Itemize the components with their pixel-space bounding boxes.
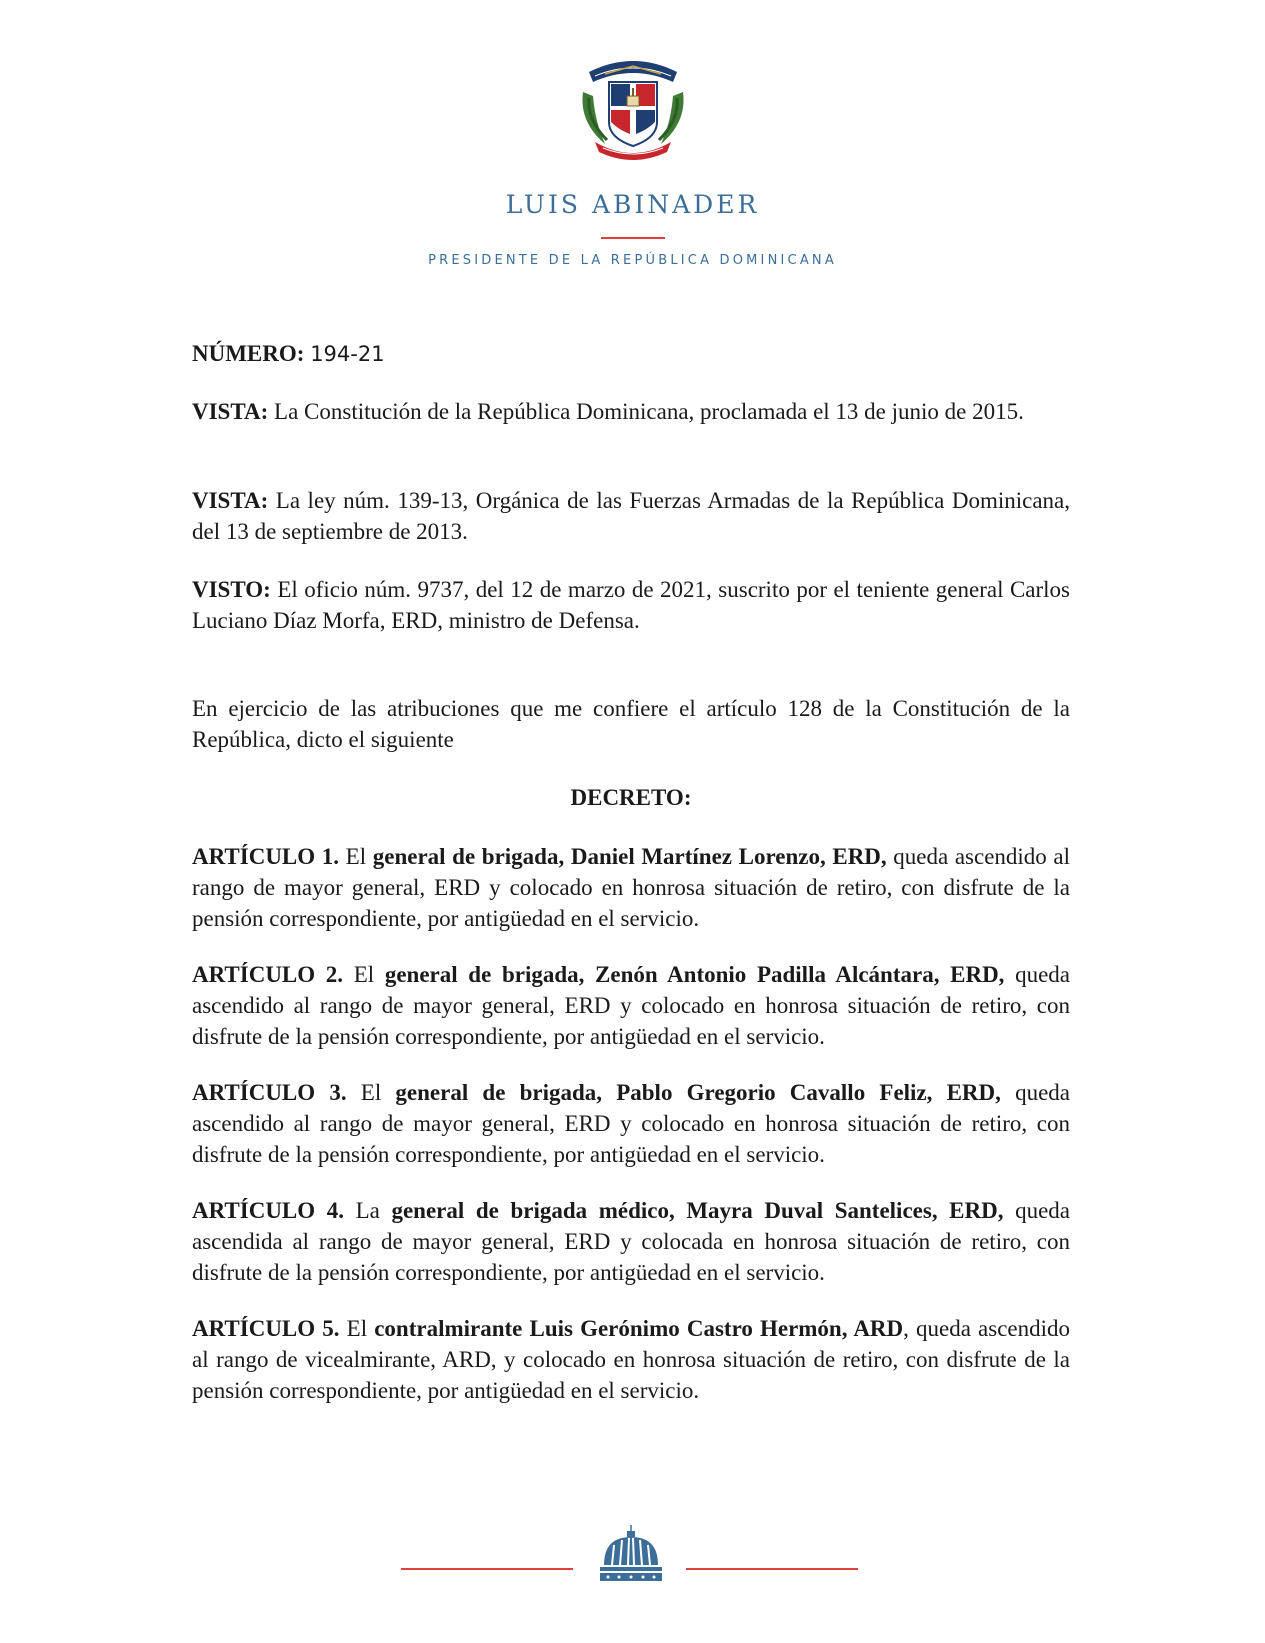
name-divider	[601, 237, 665, 239]
vista-label: VISTA:	[192, 399, 269, 424]
vista-label: VISTA:	[192, 488, 269, 513]
article-5	[192, 1313, 1070, 1406]
article-text: queda ascendido al rango de mayor general, ERD y colocado en honrosa situación de retiro, con disfrute de la pensión correspondiente, por antigüedad en el servicio.	[192, 844, 1071, 931]
article-4	[192, 1195, 1070, 1288]
palace-dome-icon	[598, 1525, 664, 1583]
article-label: ARTÍCULO 4.	[192, 1198, 344, 1223]
article-lead: El	[346, 1316, 368, 1341]
article-lead: El	[360, 1080, 382, 1105]
visto-text: El oficio núm. 9737, del 12 de marzo de 2021, suscrito por el teniente general Carlos Luciano Díaz Morfa, ERD, ministro de Defensa.	[192, 577, 1070, 633]
vista-text: La ley núm. 139-13, Orgánica de las Fuerzas Armadas de la República Dominicana, del 13 de septiembre de 2013.	[192, 488, 1070, 544]
article-subject: general de brigada, Daniel Martínez Lorenzo, ERD,	[372, 844, 887, 869]
article-lead: El	[353, 962, 375, 987]
article-text: queda ascendido al rango de mayor general, ERD y colocado en honrosa situación de retiro, con disfrute de la pensión correspondiente, por antigüedad en el servicio.	[192, 962, 1071, 1049]
decree-number-value: 194-21	[310, 342, 385, 366]
footer-rule-right	[686, 1568, 858, 1570]
visto-paragraph	[192, 574, 1070, 636]
article-label: ARTÍCULO 3.	[192, 1080, 347, 1105]
vista-paragraph-1	[192, 396, 1070, 427]
article-subject: general de brigada médico, Mayra Duval Santelices, ERD,	[391, 1198, 1004, 1223]
article-label: ARTÍCULO 1.	[192, 844, 340, 869]
decree-number	[192, 338, 1070, 370]
article-subject: general de brigada, Pablo Gregorio Cavallo Feliz, ERD,	[395, 1080, 1001, 1105]
article-3	[192, 1077, 1070, 1170]
article-subject: contralmirante Luis Gerónimo Castro Hermón, ARD	[374, 1316, 904, 1341]
preamble: En ejercicio de las atribuciones que me confiere el artículo 128 de la Constitución de la República, dicto el siguiente	[192, 696, 1070, 752]
vista-paragraph-2	[192, 485, 1070, 547]
footer-rule-left	[401, 1568, 573, 1570]
article-1	[192, 841, 1070, 934]
article-text: queda ascendido al rango de mayor general, ERD y colocado en honrosa situación de retiro, con disfrute de la pensión correspondiente, por antigüedad en el servicio.	[192, 1080, 1070, 1167]
article-label: ARTÍCULO 5.	[192, 1316, 340, 1341]
article-lead: La	[355, 1198, 380, 1223]
president-name: LUIS ABINADER	[505, 190, 760, 219]
article-subject: general de brigada, Zenón Antonio Padilla Alcántara, ERD,	[384, 962, 1005, 987]
vista-text: La Constitución de la República Dominicana, proclamada el 13 de junio de 2015.	[274, 399, 1024, 424]
coat-of-arms-icon	[575, 52, 691, 160]
article-2	[192, 959, 1070, 1052]
article-text: queda ascendida al rango de mayor general, ERD y colocada en honrosa situación de retiro, con disfrute de la pensión correspondiente, por antigüedad en el servicio.	[192, 1198, 1070, 1285]
article-text: , queda ascendido al rango de vicealmirante, ARD, y colocado en honrosa situación de retiro, con disfrute de la pensión correspondiente, por antigüedad en el servicio.	[192, 1316, 1071, 1403]
article-lead: El	[345, 844, 367, 869]
visto-label: VISTO:	[192, 577, 271, 602]
decree-number-label: NÚMERO:	[192, 341, 305, 366]
president-title: PRESIDENTE DE LA REPÚBLICA DOMINICANA	[428, 253, 837, 268]
article-label: ARTÍCULO 2.	[192, 962, 344, 987]
decreto-heading: DECRETO:	[570, 785, 692, 810]
